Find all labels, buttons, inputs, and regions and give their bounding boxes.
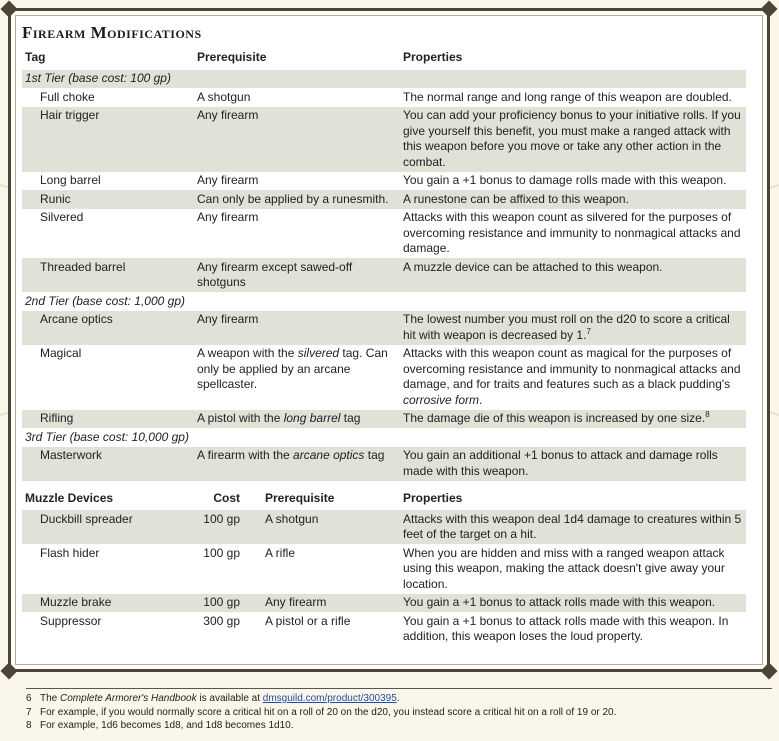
footnote-ref: 8 [705, 410, 710, 419]
table-row [22, 544, 746, 594]
prereq-emphasis: long barrel [283, 411, 341, 425]
table-row [22, 88, 746, 107]
table-row [22, 311, 746, 345]
content-area [22, 20, 746, 646]
header-tag: Tag [25, 50, 46, 64]
row-properties: A runestone can be affixed to this weapon. [403, 191, 629, 206]
tier-row [22, 70, 746, 89]
row-cost: 100 gp [203, 545, 240, 560]
properties-text: . [479, 392, 483, 407]
table-row [22, 510, 746, 544]
page-title: Firearm Modifications [22, 23, 202, 42]
table-row [22, 209, 746, 259]
properties-text: Attacks with this weapon count as magical for the purposes of overcoming resistance and immunity to nonmagical attacks and damage, and for traits and features such as a black pudding's [403, 346, 741, 391]
row-prerequisite [194, 345, 400, 410]
header-muzzle-devices: Muzzle Devices [25, 490, 114, 505]
row-cost: 300 gp [203, 613, 240, 628]
footnote-6 [26, 692, 772, 706]
header-cost: Cost [213, 490, 240, 505]
row-tag: Silvered [40, 210, 84, 224]
row-prerequisite: Any firearm [197, 210, 259, 224]
row-prerequisite [194, 447, 400, 481]
header-properties: Properties [403, 50, 463, 64]
row-properties: You can add your proficiency bonus to your initiative rolls. If you give yourself this benefit, you must make a ranged attack with this weapon before you move or take any other action in the combat. [403, 108, 741, 169]
firearm-modifications-table [22, 46, 746, 481]
row-tag: Full choke [40, 89, 95, 104]
frame-corner-ornament [761, 1, 778, 18]
row-properties: You gain a +1 bonus to attack rolls made with this weapon. [403, 595, 716, 609]
prereq-emphasis: silvered [297, 346, 340, 360]
frame-corner-ornament [1, 663, 18, 680]
row-properties: You gain an additional +1 bonus to attack and damage rolls made with this weapon. [403, 448, 718, 478]
footnote-text: . [396, 693, 400, 704]
row-prerequisite: Can only be applied by a runesmith. [197, 191, 389, 206]
row-prerequisite: A rifle [265, 545, 296, 560]
prereq-text: tag [340, 411, 361, 425]
footnote-book-title: Complete Armorer's Handbook [60, 693, 197, 704]
row-prerequisite: Any firearm [197, 173, 259, 187]
row-properties [400, 345, 746, 410]
row-tag: Hair trigger [40, 108, 100, 122]
footnotes [26, 688, 772, 733]
tier-label: 2nd Tier (base cost: 1,000 gp) [25, 293, 185, 308]
row-properties: You gain a +1 bonus to attack rolls made with this weapon. In addition, this weapon loses the loud property. [403, 613, 729, 643]
prereq-text: A firearm with the [197, 448, 294, 462]
row-tag: Runic [40, 191, 71, 206]
table-header-row [22, 487, 746, 511]
dmsguild-link[interactable]: dmsguild.com/product/300395 [262, 693, 397, 704]
footnote-ref: 7 [586, 326, 591, 336]
table-row [22, 594, 746, 613]
footnote-text: The [40, 693, 61, 704]
footnote-text: For example, 1d6 becomes 1d8, and 1d8 becomes 1d10. [40, 720, 294, 731]
row-device: Duckbill spreader [40, 511, 133, 526]
table-row [22, 258, 746, 292]
footnote-text: For example, if you would normally score a critical hit on a roll of 20 on the d20, you instead score a critical hit on a roll of 19 or 20. [40, 706, 617, 718]
properties-text: The damage die of this weapon is increased by one size. [403, 411, 706, 425]
table-header-row [22, 46, 746, 70]
table-row [22, 107, 746, 172]
row-cost: 100 gp [203, 595, 240, 609]
row-properties: Attacks with this weapon count as silvered for the purposes of overcoming resistance and immunity to nonmagical attacks and damage. [403, 210, 741, 255]
row-prerequisite: Any firearm except sawed-off shotguns [197, 259, 353, 289]
row-prerequisite: A shotgun [197, 89, 251, 104]
row-properties: Attacks with this weapon deal 1d4 damage to creatures within 5 feet of the target on a hit. [403, 511, 742, 541]
footnote-8 [26, 719, 772, 733]
row-properties: When you are hidden and miss with a ranged weapon attack using this weapon, making the attack doesn't give away your location. [403, 545, 725, 591]
row-device: Flash hider [40, 545, 100, 560]
header-properties: Properties [403, 490, 463, 505]
footnote-number: 8 [26, 720, 32, 731]
row-properties: The normal range and long range of this weapon are doubled. [403, 89, 732, 104]
header-prerequisite: Prerequisite [197, 50, 267, 64]
tier-label: 1st Tier (base cost: 100 gp) [25, 71, 171, 85]
footnote-number: 7 [26, 706, 32, 718]
row-prerequisite: Any firearm [197, 108, 259, 122]
prereq-text: A pistol with the [197, 411, 284, 425]
prereq-emphasis: arcane optics [293, 448, 365, 462]
row-prerequisite [194, 410, 400, 429]
row-prerequisite: A shotgun [265, 511, 319, 526]
frame-corner-ornament [761, 663, 778, 680]
prereq-text: tag. Can only be applied by an arcane spellcaster. [197, 346, 388, 391]
prereq-text: tag [364, 448, 385, 462]
row-tag: Threaded barrel [40, 259, 126, 274]
table-row [22, 190, 746, 209]
properties-emphasis: corrosive form [403, 392, 480, 407]
tier-label: 3rd Tier (base cost: 10,000 gp) [25, 429, 189, 444]
row-device: Suppressor [40, 613, 102, 628]
table-row [22, 447, 746, 481]
table-row [22, 172, 746, 191]
row-tag: Long barrel [40, 173, 101, 187]
footnote-text: is available at [196, 693, 263, 704]
properties-text: The lowest number you must roll on the d20 to score a critical hit with weapon is decreased by 1. [403, 312, 730, 342]
tier-row [22, 292, 746, 311]
table-row [22, 612, 746, 646]
table-row [22, 345, 746, 410]
row-tag: Masterwork [40, 448, 103, 462]
footnote-7 [26, 706, 772, 720]
footnote-number: 6 [26, 693, 32, 704]
row-prerequisite: Any firearm [265, 595, 327, 609]
row-properties [400, 410, 746, 429]
table-row [22, 410, 746, 429]
row-cost: 100 gp [203, 511, 240, 526]
prereq-text: A weapon with the [197, 346, 298, 360]
row-properties: A muzzle device can be attached to this weapon. [403, 259, 663, 274]
muzzle-devices-table [22, 487, 746, 647]
row-tag: Magical [40, 346, 82, 360]
row-tag: Rifling [40, 411, 74, 425]
row-properties: You gain a +1 bonus to damage rolls made with this weapon. [403, 173, 727, 187]
row-properties [400, 311, 746, 345]
row-tag: Arcane optics [40, 312, 113, 326]
tier-row [22, 428, 746, 447]
row-prerequisite: A pistol or a rifle [265, 613, 351, 628]
row-device: Muzzle brake [40, 595, 112, 609]
row-prerequisite: Any firearm [197, 312, 259, 326]
header-prerequisite: Prerequisite [265, 490, 335, 505]
